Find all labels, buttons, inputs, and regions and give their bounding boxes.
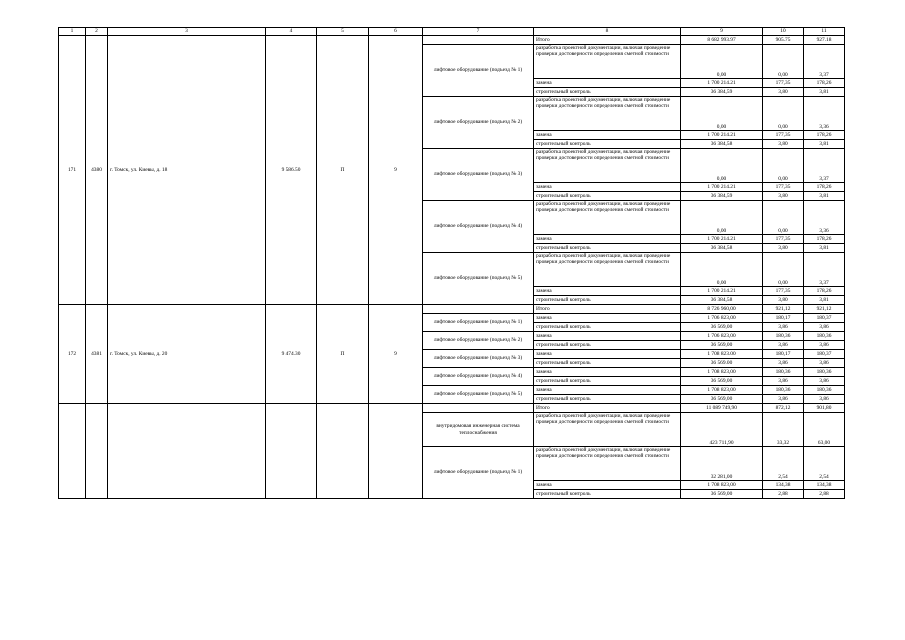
cost-value: 36 384,58 [681, 244, 763, 253]
element-name: лифтовое оборудование (подъезд № 4) [423, 368, 534, 386]
house-number: 172 [59, 305, 86, 404]
cost-per-m2: 0,00 [763, 149, 804, 183]
cost-per-m2: 177,35 [763, 287, 804, 296]
element-name: лифтовое оборудование (подъезд № 1) [423, 45, 534, 97]
cost-value: 36 384,58 [681, 140, 763, 149]
cost-value: 36 384,58 [681, 296, 763, 305]
work-type: замена [534, 131, 681, 140]
work-type: строительный контроль [534, 244, 681, 253]
work-type: замена [534, 287, 681, 296]
house-type: П [317, 305, 369, 404]
cost-value: 0,00 [681, 149, 763, 183]
cost-per-m2: 134,38 [763, 481, 804, 490]
cost-per-m2: 180,36 [763, 386, 804, 395]
total-cost-per-m2: 872,12 [763, 404, 804, 413]
house-code: 4380 [86, 36, 108, 305]
total-cost-per-m2: 905.75 [763, 36, 804, 45]
work-type: разработка проектной документации, включая проведение проверки достоверности определения сметной стоимости [534, 253, 681, 287]
cost-per-m2: 0,00 [763, 201, 804, 235]
max-cost-per-m2: 3,36 [804, 201, 845, 235]
max-cost-per-m2: 180,36 [804, 368, 845, 377]
work-type: замена [534, 481, 681, 490]
max-cost-per-m2: 3,86 [804, 323, 845, 332]
cost-per-m2: 2,88 [763, 490, 804, 499]
total-cost-per-m2: 921,12 [763, 305, 804, 314]
cost-per-m2: 3,80 [763, 296, 804, 305]
element-name: лифтовое оборудование (подъезд № 2) [423, 97, 534, 149]
cost-per-m2: 180,36 [763, 368, 804, 377]
column-number-10: 10 [763, 28, 804, 36]
cost-value: 1 708 823,00 [681, 481, 763, 490]
column-number-header-row [59, 28, 845, 36]
max-cost-per-m2: 178,26 [804, 183, 845, 192]
cost-per-m2: 180,17 [763, 314, 804, 323]
work-type: строительный контроль [534, 377, 681, 386]
max-cost-per-m2: 178,26 [804, 131, 845, 140]
cost-per-m2: 33,32 [763, 413, 804, 447]
element-name: лифтовое оборудование (подъезд № 5) [423, 386, 534, 404]
house-type [317, 404, 369, 499]
column-number-11: 11 [804, 28, 845, 36]
cost-value: 36 569,00 [681, 395, 763, 404]
cost-per-m2: 180,17 [763, 350, 804, 359]
work-type: замена [534, 332, 681, 341]
cost-value: 32 281,00 [681, 447, 763, 481]
cost-value: 1 700 214.21 [681, 79, 763, 88]
column-number-6: 6 [369, 28, 423, 36]
house-floors: 9 [369, 36, 423, 305]
work-type: замена [534, 368, 681, 377]
element-name: лифтовое оборудование (подъезд № 1) [423, 447, 534, 499]
cost-value: 1 706 823,00 [681, 332, 763, 341]
cost-per-m2: 177,35 [763, 235, 804, 244]
house-number: 171 [59, 36, 86, 305]
cost-value: 1 706 823,00 [681, 314, 763, 323]
house-area [266, 404, 317, 499]
max-cost-per-m2: 3,37 [804, 149, 845, 183]
cost-value: 0,00 [681, 97, 763, 131]
work-type: строительный контроль [534, 359, 681, 368]
cost-value: 0,00 [681, 45, 763, 79]
element-name: лифтовое оборудование (подъезд № 4) [423, 201, 534, 253]
max-cost-per-m2: 2,54 [804, 447, 845, 481]
column-number-3: 3 [108, 28, 266, 36]
max-cost-per-m2: 3,37 [804, 253, 845, 287]
cost-value: 1 700 214.21 [681, 131, 763, 140]
max-cost-per-m2: 3,37 [804, 45, 845, 79]
total-label: Итого [534, 404, 681, 413]
column-number-2: 2 [86, 28, 108, 36]
work-type: разработка проектной документации, включая проведение проверки достоверности определения сметной стоимости [534, 413, 681, 447]
max-cost-per-m2: 3,81 [804, 296, 845, 305]
total-label: Итого [534, 36, 681, 45]
cost-per-m2: 2,54 [763, 447, 804, 481]
cost-per-m2: 3,86 [763, 323, 804, 332]
total-cost: 8 726 960,00 [681, 305, 763, 314]
total-label: Итого [534, 305, 681, 314]
house-address: г. Томск, ул. Киевы, д. 20 [108, 305, 266, 404]
cost-value: 36 384,59 [681, 192, 763, 201]
cost-value: 1 708 823.00 [681, 350, 763, 359]
max-cost-per-m2: 63,00 [804, 413, 845, 447]
house-address: г. Томск, ул. Киевы, д. 18 [108, 36, 266, 305]
max-cost-per-m2: 134,38 [804, 481, 845, 490]
work-type: разработка проектной документации, включая проведение проверки достоверности определения сметной стоимости [534, 97, 681, 131]
work-type: замена [534, 386, 681, 395]
max-cost-per-m2: 3,81 [804, 140, 845, 149]
cost-per-m2: 3,80 [763, 192, 804, 201]
cost-value: 1 708 823,00 [681, 368, 763, 377]
max-cost-per-m2: 3,81 [804, 244, 845, 253]
column-number-8: 8 [534, 28, 681, 36]
max-cost-per-m2: 3,36 [804, 97, 845, 131]
column-number-5: 5 [317, 28, 369, 36]
work-type: строительный контроль [534, 88, 681, 97]
max-cost-per-m2: 178,26 [804, 79, 845, 88]
empty-element-cell [423, 305, 534, 314]
work-type: замена [534, 350, 681, 359]
house-address [108, 404, 266, 499]
work-type: строительный контроль [534, 323, 681, 332]
cost-value: 1 700 214.21 [681, 235, 763, 244]
cost-value: 36 569,00 [681, 490, 763, 499]
column-number-4: 4 [266, 28, 317, 36]
cost-per-m2: 3,80 [763, 140, 804, 149]
empty-element-cell [423, 404, 534, 413]
cost-value: 36 569,00 [681, 377, 763, 386]
cost-per-m2: 3,80 [763, 244, 804, 253]
house-floors [369, 404, 423, 499]
total-max-cost-per-m2: 901,80 [804, 404, 845, 413]
column-number-1: 1 [59, 28, 86, 36]
max-cost-per-m2: 180,36 [804, 386, 845, 395]
cost-per-m2: 3,86 [763, 395, 804, 404]
cost-value: 36 569,00 [681, 341, 763, 350]
capital-repair-table [58, 27, 845, 499]
work-type: строительный контроль [534, 395, 681, 404]
total-cost: 8 682 993.97 [681, 36, 763, 45]
element-name: лифтовое оборудование (подъезд № 2) [423, 332, 534, 350]
cost-value: 36 569,00 [681, 323, 763, 332]
max-cost-per-m2: 3,81 [804, 192, 845, 201]
element-name: внутридомовая инженерная система теплоснабжения [423, 413, 534, 447]
empty-element-cell [423, 36, 534, 45]
house-code [86, 404, 108, 499]
cost-per-m2: 3,86 [763, 377, 804, 386]
work-type: замена [534, 314, 681, 323]
house-area: 9 474.30 [266, 305, 317, 404]
work-type: замена [534, 183, 681, 192]
total-max-cost-per-m2: 921,12 [804, 305, 845, 314]
house-number [59, 404, 86, 499]
cost-per-m2: 0,00 [763, 45, 804, 79]
cost-per-m2: 0,00 [763, 97, 804, 131]
house-total-row [59, 305, 845, 314]
house-floors: 9 [369, 305, 423, 404]
element-name: лифтовое оборудование (подъезд № 5) [423, 253, 534, 305]
total-cost: 11 089 749,90 [681, 404, 763, 413]
cost-per-m2: 180,36 [763, 332, 804, 341]
work-type: разработка проектной документации, включая проведение проверки достоверности определения сметной стоимости [534, 201, 681, 235]
work-type: замена [534, 79, 681, 88]
max-cost-per-m2: 178,26 [804, 235, 845, 244]
cost-per-m2: 0,00 [763, 253, 804, 287]
cost-per-m2: 177,35 [763, 79, 804, 88]
house-total-row [59, 404, 845, 413]
max-cost-per-m2: 3,86 [804, 377, 845, 386]
cost-value: 0,00 [681, 201, 763, 235]
work-type: замена [534, 235, 681, 244]
work-type: разработка проектной документации, включая проведение проверки достоверности определения сметной стоимости [534, 45, 681, 79]
element-name: лифтовое оборудование (подъезд № 3) [423, 149, 534, 201]
house-code: 4381 [86, 305, 108, 404]
column-number-9: 9 [681, 28, 763, 36]
max-cost-per-m2: 178,26 [804, 287, 845, 296]
table-body [59, 36, 845, 499]
cost-per-m2: 3,86 [763, 341, 804, 350]
cost-per-m2: 3,86 [763, 359, 804, 368]
max-cost-per-m2: 3,86 [804, 341, 845, 350]
max-cost-per-m2: 180,36 [804, 332, 845, 341]
cost-value: 36 384,59 [681, 88, 763, 97]
house-area: 9 586.50 [266, 36, 317, 305]
total-max-cost-per-m2: 927.18 [804, 36, 845, 45]
cost-value: 36 569.00 [681, 359, 763, 368]
cost-value: 0,00 [681, 253, 763, 287]
work-type: строительный контроль [534, 490, 681, 499]
work-type: разработка проектной документации, включая проведение проверки достоверности определения сметной стоимости [534, 149, 681, 183]
max-cost-per-m2: 180,37 [804, 314, 845, 323]
element-name: лифтовое оборудование (подъезд № 3) [423, 350, 534, 368]
cost-value: 1 708 823,00 [681, 386, 763, 395]
max-cost-per-m2: 2,88 [804, 490, 845, 499]
house-type: П [317, 36, 369, 305]
cost-value: 423 711,90 [681, 413, 763, 447]
max-cost-per-m2: 3,81 [804, 88, 845, 97]
cost-value: 1 700 214.21 [681, 287, 763, 296]
work-type: строительный контроль [534, 341, 681, 350]
work-type: разработка проектной документации, включая проведение проверки достоверности определения сметной стоимости [534, 447, 681, 481]
cost-per-m2: 177,35 [763, 183, 804, 192]
house-total-row [59, 36, 845, 45]
cost-value: 1 700 214.21 [681, 183, 763, 192]
max-cost-per-m2: 180,37 [804, 350, 845, 359]
element-name: лифтовое оборудование (подъезд № 1) [423, 314, 534, 332]
column-number-7: 7 [423, 28, 534, 36]
max-cost-per-m2: 3,86 [804, 359, 845, 368]
work-type: строительный контроль [534, 192, 681, 201]
work-type: строительный контроль [534, 140, 681, 149]
work-type: строительный контроль [534, 296, 681, 305]
cost-per-m2: 177,35 [763, 131, 804, 140]
cost-per-m2: 3,80 [763, 88, 804, 97]
max-cost-per-m2: 3,86 [804, 395, 845, 404]
